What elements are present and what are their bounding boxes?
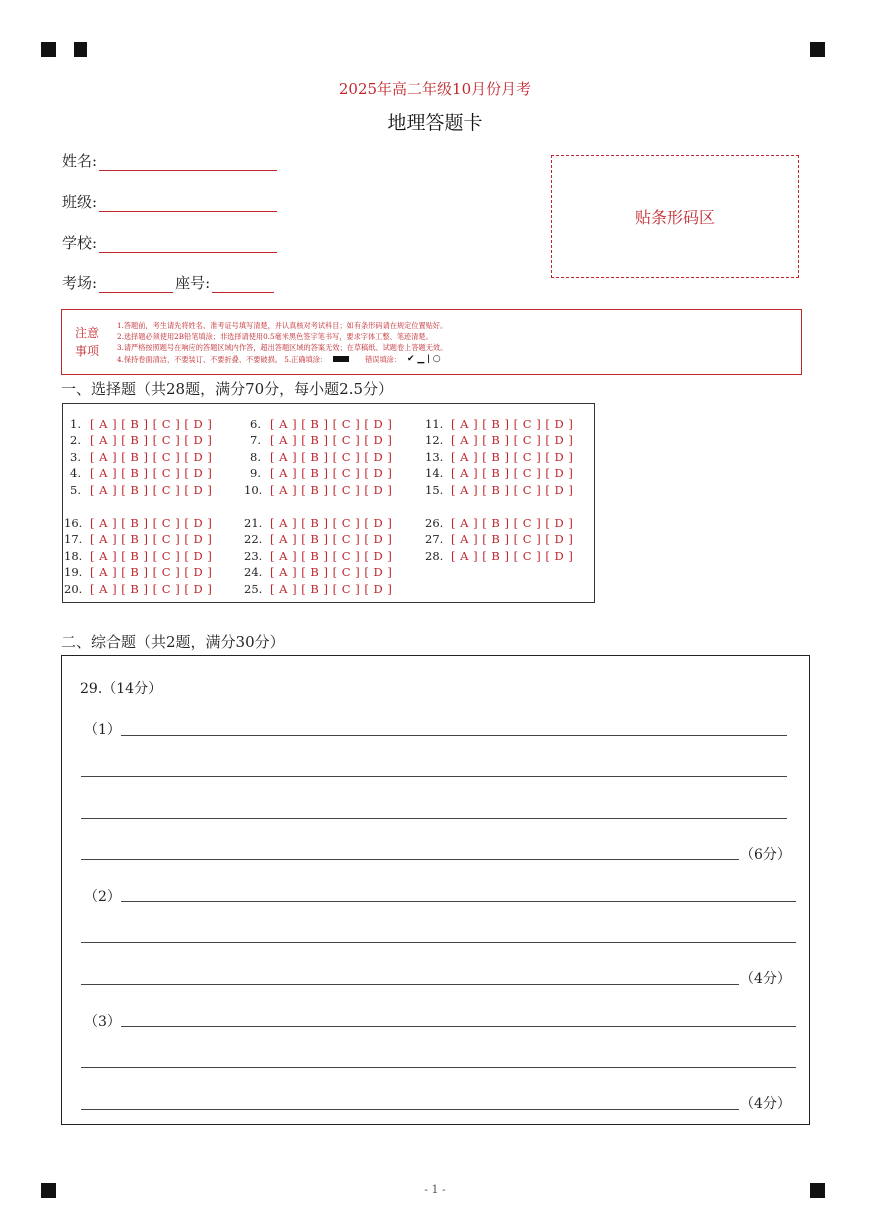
mc-question-16[interactable] bbox=[64, 516, 212, 530]
mc-question-25[interactable] bbox=[244, 582, 392, 596]
mc-number: 18. bbox=[64, 549, 83, 563]
part2-label: （2） bbox=[84, 889, 121, 905]
school-label: 学校: bbox=[62, 234, 98, 252]
school-field-row bbox=[62, 232, 277, 253]
school-field[interactable] bbox=[99, 236, 277, 253]
class-label: 班级: bbox=[62, 193, 98, 211]
exam-title: 2025年高二年级10月份月考 bbox=[338, 80, 532, 98]
mc-question-4[interactable] bbox=[70, 466, 212, 480]
multiple-choice-box bbox=[62, 403, 595, 603]
name-label: 姓名: bbox=[62, 152, 98, 170]
mc-question-12[interactable] bbox=[425, 433, 573, 447]
question-29-label: 29.（14分） bbox=[80, 681, 163, 697]
mc-question-26[interactable] bbox=[425, 516, 573, 530]
mc-options[interactable]: [ A ] [ B ] [ C ] [ D ] bbox=[451, 466, 574, 480]
mc-options[interactable]: [ A ] [ B ] [ C ] [ D ] bbox=[90, 417, 213, 431]
section2-title: 二、综合题（共2题，满分30分） bbox=[61, 633, 285, 651]
notice-label-line1: 注意 bbox=[74, 326, 99, 340]
mc-options[interactable]: [ A ] [ B ] [ C ] [ D ] bbox=[90, 433, 213, 447]
answer-line-1-2[interactable] bbox=[81, 776, 787, 777]
registration-mark-top-right bbox=[810, 42, 825, 57]
registration-mark-top-left-2 bbox=[74, 42, 87, 57]
room-field[interactable] bbox=[99, 276, 173, 293]
mc-question-19[interactable] bbox=[64, 565, 212, 579]
part3-score: （4分） bbox=[740, 1096, 791, 1112]
answer-line-1-4[interactable] bbox=[81, 859, 739, 860]
mc-question-18[interactable] bbox=[64, 549, 212, 563]
essay-answer-box bbox=[61, 655, 810, 1125]
mc-options[interactable]: [ A ] [ B ] [ C ] [ D ] bbox=[270, 549, 393, 563]
notice-line-4 bbox=[117, 354, 447, 365]
mc-number: 2. bbox=[70, 433, 81, 447]
mc-question-3[interactable] bbox=[70, 450, 212, 464]
mc-number: 25. bbox=[244, 582, 263, 596]
name-field[interactable] bbox=[99, 154, 277, 171]
mc-number: 8. bbox=[250, 450, 261, 464]
barcode-area bbox=[551, 155, 799, 278]
mc-number: 22. bbox=[244, 532, 263, 546]
mc-question-2[interactable] bbox=[70, 433, 212, 447]
answer-line-2-3[interactable] bbox=[81, 984, 739, 985]
mc-question-13[interactable] bbox=[425, 450, 573, 464]
mc-question-17[interactable] bbox=[64, 532, 212, 546]
barcode-label: 贴条形码区 bbox=[634, 208, 715, 227]
card-title: 地理答题卡 bbox=[387, 112, 483, 134]
mc-number: 27. bbox=[425, 532, 444, 546]
mc-options[interactable]: [ A ] [ B ] [ C ] [ D ] bbox=[451, 433, 574, 447]
mc-options[interactable]: [ A ] [ B ] [ C ] [ D ] bbox=[270, 450, 393, 464]
mc-options[interactable]: [ A ] [ B ] [ C ] [ D ] bbox=[270, 417, 393, 431]
mc-question-23[interactable] bbox=[244, 549, 392, 563]
answer-line-2-1[interactable] bbox=[121, 901, 796, 902]
answer-line-2-2[interactable] bbox=[81, 942, 796, 943]
seat-field[interactable] bbox=[212, 276, 274, 293]
answer-line-1-1[interactable] bbox=[121, 735, 787, 736]
mc-options[interactable]: [ A ] [ B ] [ C ] [ D ] bbox=[451, 516, 574, 530]
mc-options[interactable]: [ A ] [ B ] [ C ] [ D ] bbox=[451, 483, 574, 497]
mc-question-15[interactable] bbox=[425, 483, 573, 497]
notice-box bbox=[61, 309, 802, 375]
mc-options[interactable]: [ A ] [ B ] [ C ] [ D ] bbox=[451, 450, 574, 464]
mc-question-7[interactable] bbox=[250, 433, 392, 447]
part2-score: （4分） bbox=[740, 971, 791, 987]
mc-question-28[interactable] bbox=[425, 549, 573, 563]
room-label: 考场: bbox=[62, 274, 98, 292]
mc-question-22[interactable] bbox=[244, 532, 392, 546]
mc-options[interactable]: [ A ] [ B ] [ C ] [ D ] bbox=[451, 532, 574, 546]
mc-number: 7. bbox=[250, 433, 261, 447]
mc-number: 26. bbox=[425, 516, 444, 530]
notice-label bbox=[72, 324, 102, 360]
notice-line-3: 3.请严格按照题号在响应的答题区域内作答，超出答题区域的答案无效；在草稿纸、试题卷上答题无效。 bbox=[117, 343, 448, 353]
mc-question-6[interactable] bbox=[250, 417, 392, 431]
notice-line-4-text: 4.保持卷面清洁，不要装订、不要折叠、不要破损。 5.正确填涂： bbox=[117, 354, 328, 364]
mc-number: 28. bbox=[425, 549, 444, 563]
mc-options[interactable]: [ A ] [ B ] [ C ] [ D ] bbox=[90, 549, 213, 563]
wrong-fill-samples: ✔ ▁ ǀ ○ bbox=[407, 353, 441, 364]
correct-fill-sample bbox=[333, 356, 349, 362]
notice-text bbox=[117, 320, 447, 365]
mc-number: 5. bbox=[70, 483, 81, 497]
section1-title: 一、选择题（共28题，满分70分，每小题2.5分） bbox=[61, 380, 394, 398]
notice-line-2: 2.选择题必须使用2B铅笔填涂；非选择请使用0.5毫米黑色签字笔书写，要求字体工整、笔迹清楚。 bbox=[117, 332, 433, 342]
mc-options[interactable]: [ A ] [ B ] [ C ] [ D ] bbox=[90, 483, 213, 497]
notice-label-line2: 事项 bbox=[74, 344, 99, 358]
mc-number: 1. bbox=[70, 417, 81, 431]
mc-options[interactable]: [ A ] [ B ] [ C ] [ D ] bbox=[270, 433, 393, 447]
mc-options[interactable]: [ A ] [ B ] [ C ] [ D ] bbox=[270, 532, 393, 546]
room-seat-row bbox=[62, 272, 274, 293]
mc-question-5[interactable] bbox=[70, 483, 212, 497]
answer-line-3-1[interactable] bbox=[121, 1026, 796, 1027]
mc-question-1[interactable] bbox=[70, 417, 212, 431]
mc-number: 10. bbox=[244, 483, 263, 497]
answer-line-3-3[interactable] bbox=[81, 1109, 739, 1110]
mc-number: 21. bbox=[244, 516, 263, 530]
mc-question-9[interactable] bbox=[250, 466, 392, 480]
mc-number: 19. bbox=[64, 565, 83, 579]
mc-question-11[interactable] bbox=[425, 417, 573, 431]
mc-options[interactable]: [ A ] [ B ] [ C ] [ D ] bbox=[90, 565, 213, 579]
mc-question-14[interactable] bbox=[425, 466, 573, 480]
mc-options[interactable]: [ A ] [ B ] [ C ] [ D ] bbox=[270, 565, 393, 579]
mc-number: 11. bbox=[425, 417, 444, 431]
mc-options[interactable]: [ A ] [ B ] [ C ] [ D ] bbox=[90, 532, 213, 546]
mc-number: 3. bbox=[70, 450, 81, 464]
seat-label: 座号: bbox=[175, 274, 211, 292]
answer-line-1-3[interactable] bbox=[81, 818, 787, 819]
mc-question-21[interactable] bbox=[244, 516, 392, 530]
mc-options[interactable]: [ A ] [ B ] [ C ] [ D ] bbox=[270, 483, 393, 497]
name-field-row bbox=[62, 150, 277, 171]
mc-number: 12. bbox=[425, 433, 444, 447]
mc-number: 13. bbox=[425, 450, 444, 464]
mc-number: 6. bbox=[250, 417, 261, 431]
mc-number: 15. bbox=[425, 483, 444, 497]
mc-question-24[interactable] bbox=[244, 565, 392, 579]
part1-label: （1） bbox=[84, 722, 121, 738]
mc-options[interactable]: [ A ] [ B ] [ C ] [ D ] bbox=[270, 516, 393, 530]
mc-options[interactable]: [ A ] [ B ] [ C ] [ D ] bbox=[90, 466, 213, 480]
mc-question-20[interactable] bbox=[64, 582, 212, 596]
registration-mark-top-left-1 bbox=[41, 42, 56, 57]
mc-number: 17. bbox=[64, 532, 83, 546]
mc-number: 14. bbox=[425, 466, 444, 480]
mc-number: 24. bbox=[244, 565, 263, 579]
answer-line-3-2[interactable] bbox=[81, 1067, 796, 1068]
page-number: - 1 - bbox=[424, 1183, 446, 1196]
mc-options[interactable]: [ A ] [ B ] [ C ] [ D ] bbox=[90, 516, 213, 530]
class-field-row bbox=[62, 191, 277, 212]
mc-options[interactable]: [ A ] [ B ] [ C ] [ D ] bbox=[90, 582, 213, 596]
mc-question-10[interactable] bbox=[244, 483, 392, 497]
mc-options[interactable]: [ A ] [ B ] [ C ] [ D ] bbox=[270, 582, 393, 596]
mc-question-8[interactable] bbox=[250, 450, 392, 464]
part3-label: （3） bbox=[84, 1014, 121, 1030]
mc-number: 9. bbox=[250, 466, 261, 480]
mc-options[interactable]: [ A ] [ B ] [ C ] [ D ] bbox=[270, 466, 393, 480]
mc-options[interactable]: [ A ] [ B ] [ C ] [ D ] bbox=[451, 417, 574, 431]
class-field[interactable] bbox=[99, 195, 277, 212]
notice-line-1: 1.答题前，考生请先将姓名、准考证号填写清楚，并认真核对考试科目；如有条形码请在规定位置贴好。 bbox=[117, 321, 448, 330]
mc-number: 20. bbox=[64, 582, 83, 596]
mc-question-27[interactable] bbox=[425, 532, 573, 546]
mc-number: 23. bbox=[244, 549, 263, 563]
mc-number: 4. bbox=[70, 466, 81, 480]
mc-number: 16. bbox=[64, 516, 83, 530]
part1-score: （6分） bbox=[740, 847, 791, 863]
wrong-fill-label: 错误填涂： bbox=[365, 354, 402, 364]
mc-options[interactable]: [ A ] [ B ] [ C ] [ D ] bbox=[90, 450, 213, 464]
mc-options[interactable]: [ A ] [ B ] [ C ] [ D ] bbox=[451, 549, 574, 563]
